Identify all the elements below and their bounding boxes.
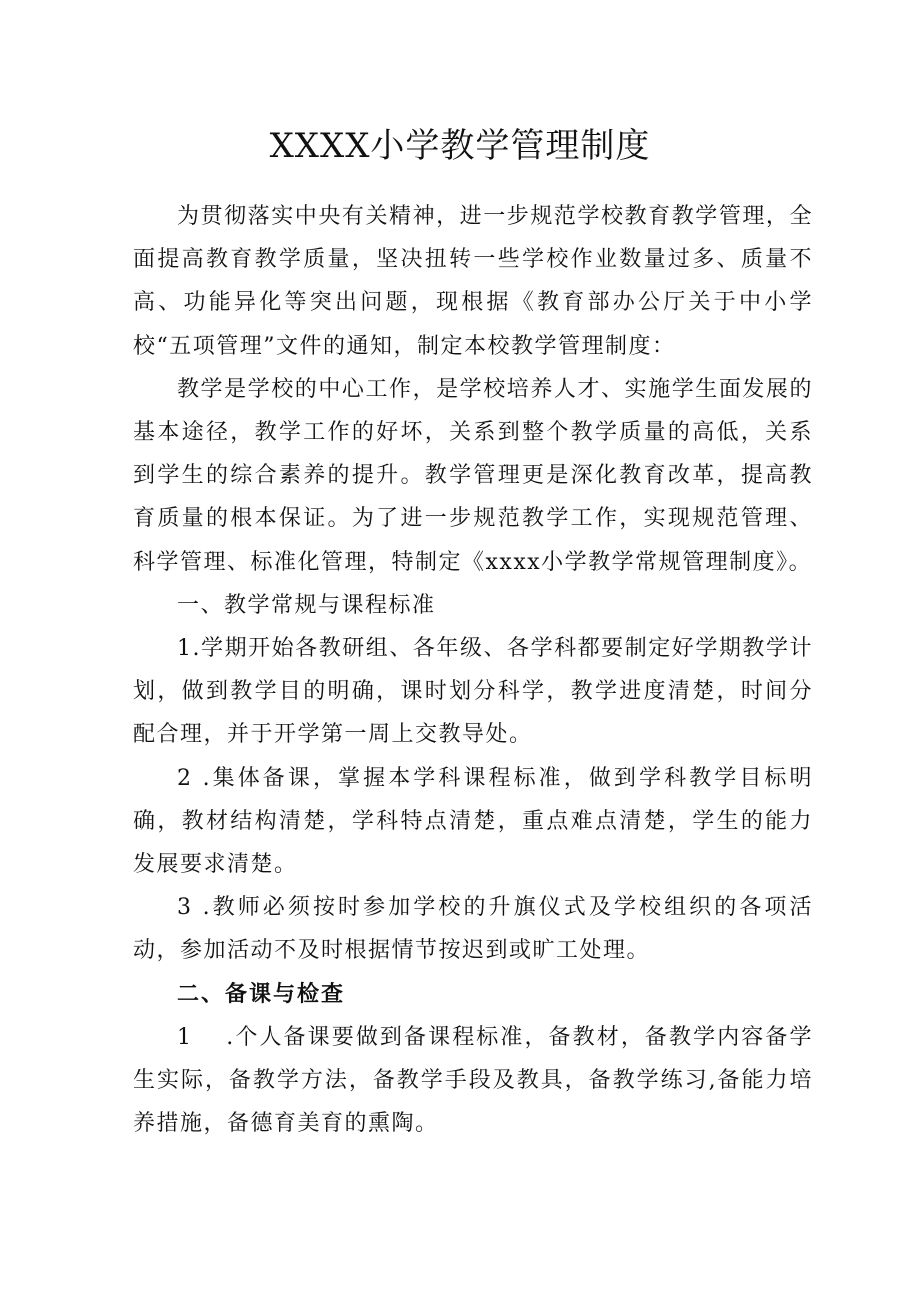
intro-paragraph: 为贯彻落实中央有关精神，进一步规范学校教育教学管理，全面提高教育教学质量，坚决扭转一些学校作业数量过多、质量不高、功能异化等突出问题，现根据《教育部办公厅关于中小学校“五项管理”文件的通知，制定本校教学管理制度： xyxy=(133,204,813,359)
intro-paragraph: 教学是学校的中心工作，是学校培养人才、实施学生面发展的基本途径，教学工作的好坏，关系到整个教学质量的高低，关系到学生的综合素养的提升。教学管理更是深化教育改革，提高教育质量的根本保证。为了进一步规范教学工作，实现规范管理、科学管理、标准化管理，特制定《xxxx小学教学常规管理制度》。 xyxy=(133,376,813,575)
section-item: 1 .个人备课要做到备课程标准，备教材，备教学内容备学生实际，备教学方法，备教学手段及教具，备教学练习,备能力培养措施，备德育美育的熏陶。 xyxy=(133,1024,813,1137)
section-item: 3 .教师必须按时参加学校的升旗仪式及学校组织的各项活动，参加活动不及时根据情节按迟到或旷工处理。 xyxy=(133,895,813,964)
document-title: XXXX小学教学管理制度 xyxy=(269,126,651,166)
section-item: 1.学期开始各教研组、各年级、各学科都要制定好学期教学计划，做到教学目的明确，课时划分科学，教学进度清楚，时间分配合理，并于开学第一周上交教导处。 xyxy=(133,636,813,748)
section-item: 2 .集体备课，掌握本学科课程标准，做到学科教学目标明确，教材结构清楚，学科特点清楚，重点难点清楚，学生的能力发展要求清楚。 xyxy=(133,765,813,878)
document-body xyxy=(133,195,813,1145)
section-heading: 二、备课与检查 xyxy=(177,981,346,1007)
section-heading: 一、教学常规与课程标准 xyxy=(177,592,436,618)
